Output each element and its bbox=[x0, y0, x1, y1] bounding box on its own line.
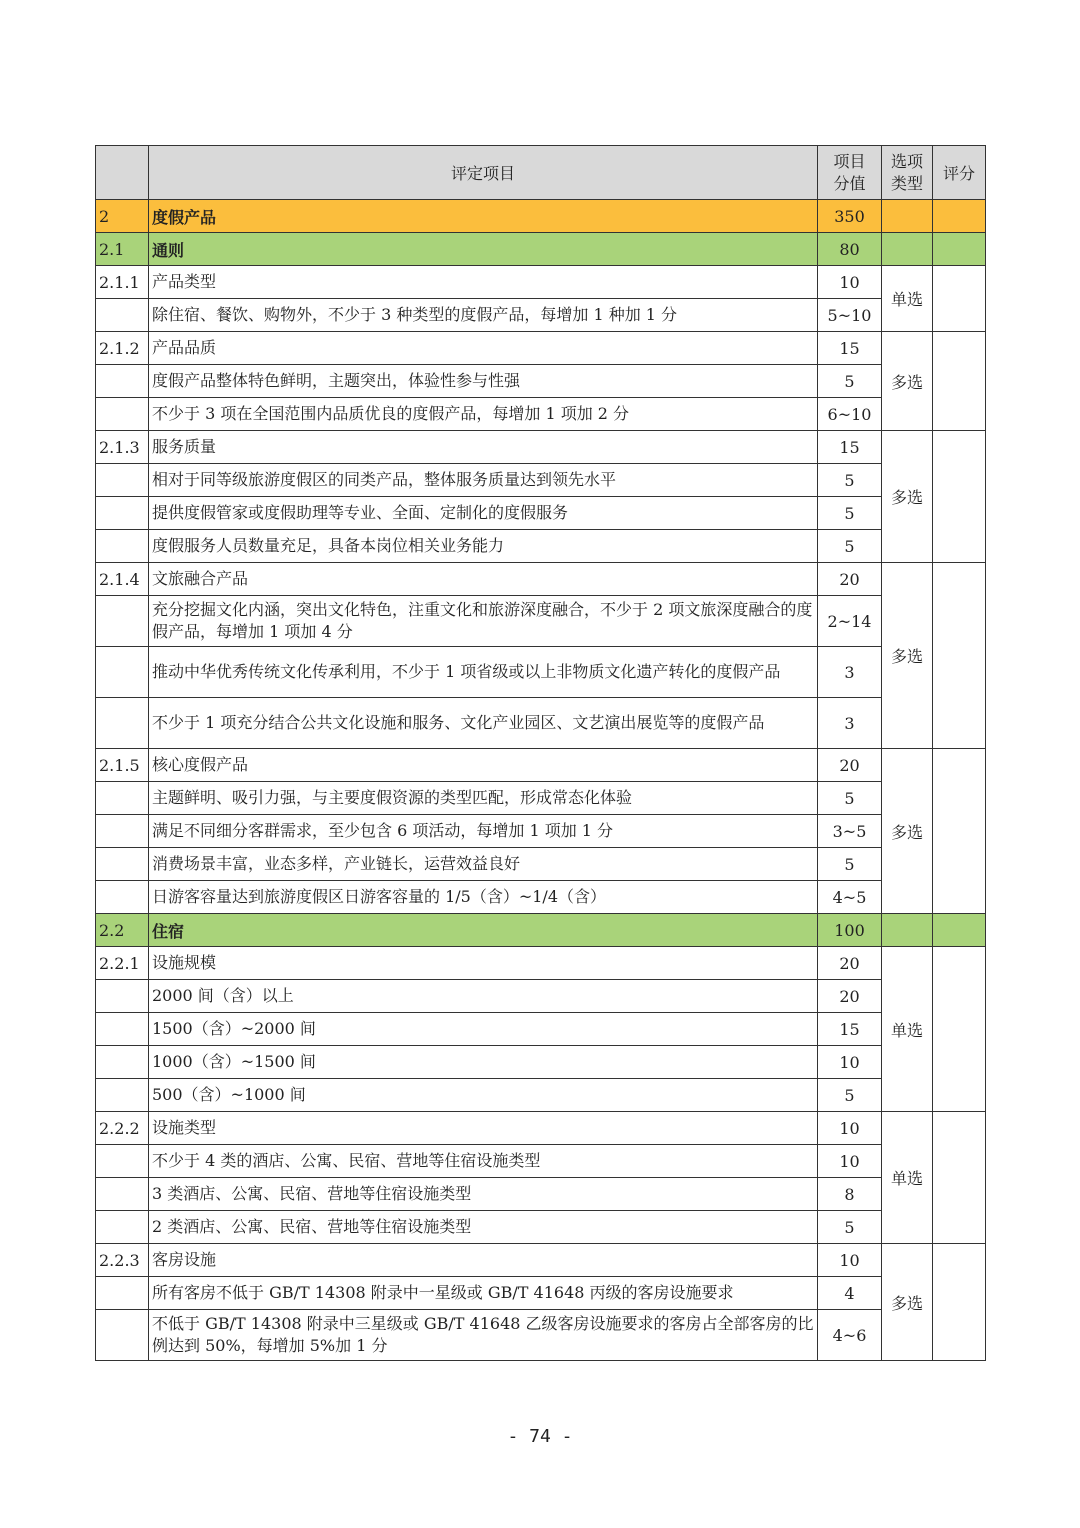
group-title: 产品品质 bbox=[149, 332, 818, 365]
group-code: 2.2.1 bbox=[96, 947, 149, 980]
item-points: 3~5 bbox=[818, 815, 882, 848]
item-text: 500（含）~1000 间 bbox=[149, 1079, 818, 1112]
item-points: 3 bbox=[818, 698, 882, 749]
section-score-cell bbox=[933, 200, 986, 233]
table-header-row bbox=[96, 146, 986, 200]
item-text: 2 类酒店、公寓、民宿、营地等住宿设施类型 bbox=[149, 1211, 818, 1244]
score-cell bbox=[933, 1112, 986, 1244]
subsection-title: 住宿 bbox=[149, 914, 818, 947]
item-points: 8 bbox=[818, 1178, 882, 1211]
subsection-code: 2.2 bbox=[96, 914, 149, 947]
subsection-type-cell bbox=[882, 233, 933, 266]
empty-code-cell bbox=[96, 299, 149, 332]
item-text: 不低于 GB/T 14308 附录中三星级或 GB/T 41648 乙级客房设施要求的客房占全部客房的比例达到 50%，每增加 5%加 1 分 bbox=[149, 1310, 818, 1361]
group-row bbox=[96, 1112, 986, 1145]
table-row bbox=[96, 881, 986, 914]
item-points: 2~14 bbox=[818, 596, 882, 647]
option-type: 多选 bbox=[882, 431, 933, 563]
score-cell bbox=[933, 332, 986, 431]
item-points: 6~10 bbox=[818, 398, 882, 431]
empty-code-cell bbox=[96, 1079, 149, 1112]
item-points: 4~6 bbox=[818, 1310, 882, 1361]
header-item: 评定项目 bbox=[149, 146, 818, 200]
item-points: 5 bbox=[818, 1079, 882, 1112]
empty-code-cell bbox=[96, 881, 149, 914]
item-text: 度假产品整体特色鲜明，主题突出，体验性参与性强 bbox=[149, 365, 818, 398]
table-row bbox=[96, 1145, 986, 1178]
group-code: 2.1.3 bbox=[96, 431, 149, 464]
group-points: 20 bbox=[818, 563, 882, 596]
table-row bbox=[96, 980, 986, 1013]
group-row bbox=[96, 749, 986, 782]
group-row bbox=[96, 947, 986, 980]
empty-code-cell bbox=[96, 815, 149, 848]
group-row bbox=[96, 332, 986, 365]
table-row bbox=[96, 1277, 986, 1310]
subsection-row bbox=[96, 914, 986, 947]
section-code: 2 bbox=[96, 200, 149, 233]
subsection-type-cell bbox=[882, 914, 933, 947]
empty-code-cell bbox=[96, 1277, 149, 1310]
table-row bbox=[96, 782, 986, 815]
table-row bbox=[96, 299, 986, 332]
subsection-score-cell bbox=[933, 914, 986, 947]
table-row bbox=[96, 596, 986, 647]
group-points: 10 bbox=[818, 266, 882, 299]
section-type-cell bbox=[882, 200, 933, 233]
item-text: 不少于 1 项充分结合公共文化设施和服务、文化产业园区、文艺演出展览等的度假产品 bbox=[149, 698, 818, 749]
item-points: 5 bbox=[818, 530, 882, 563]
item-text: 日游客容量达到旅游度假区日游客容量的 1/5（含）~1/4（含） bbox=[149, 881, 818, 914]
header-type: 选项 类型 bbox=[882, 146, 933, 200]
table-row bbox=[96, 497, 986, 530]
item-text: 除住宿、餐饮、购物外，不少于 3 种类型的度假产品，每增加 1 种加 1 分 bbox=[149, 299, 818, 332]
group-points: 20 bbox=[818, 947, 882, 980]
item-points: 5 bbox=[818, 365, 882, 398]
subsection-row bbox=[96, 233, 986, 266]
score-cell bbox=[933, 266, 986, 332]
table-row bbox=[96, 398, 986, 431]
group-code: 2.1.2 bbox=[96, 332, 149, 365]
table-row bbox=[96, 530, 986, 563]
score-cell bbox=[933, 749, 986, 914]
empty-code-cell bbox=[96, 530, 149, 563]
empty-code-cell bbox=[96, 698, 149, 749]
group-points: 10 bbox=[818, 1112, 882, 1145]
item-text: 1500（含）~2000 间 bbox=[149, 1013, 818, 1046]
item-text: 消费场景丰富，业态多样，产业链长，运营效益良好 bbox=[149, 848, 818, 881]
item-text: 不少于 4 类的酒店、公寓、民宿、营地等住宿设施类型 bbox=[149, 1145, 818, 1178]
item-text: 提供度假管家或度假助理等专业、全面、定制化的度假服务 bbox=[149, 497, 818, 530]
page-number: - 74 - bbox=[507, 1426, 573, 1447]
option-type: 单选 bbox=[882, 1112, 933, 1244]
group-row bbox=[96, 266, 986, 299]
group-points: 10 bbox=[818, 1244, 882, 1277]
table-row bbox=[96, 365, 986, 398]
option-type: 多选 bbox=[882, 1244, 933, 1361]
empty-code-cell bbox=[96, 1310, 149, 1361]
empty-code-cell bbox=[96, 596, 149, 647]
item-points: 15 bbox=[818, 1013, 882, 1046]
item-points: 5~10 bbox=[818, 299, 882, 332]
group-points: 15 bbox=[818, 431, 882, 464]
item-text: 1000（含）~1500 间 bbox=[149, 1046, 818, 1079]
evaluation-table bbox=[95, 145, 986, 1361]
group-code: 2.2.2 bbox=[96, 1112, 149, 1145]
score-cell bbox=[933, 431, 986, 563]
subsection-code: 2.1 bbox=[96, 233, 149, 266]
group-code: 2.1.4 bbox=[96, 563, 149, 596]
empty-code-cell bbox=[96, 1178, 149, 1211]
item-points: 3 bbox=[818, 647, 882, 698]
empty-code-cell bbox=[96, 1013, 149, 1046]
group-title: 产品类型 bbox=[149, 266, 818, 299]
group-points: 20 bbox=[818, 749, 882, 782]
table-row bbox=[96, 698, 986, 749]
subsection-score-cell bbox=[933, 233, 986, 266]
subsection-points: 80 bbox=[818, 233, 882, 266]
item-text: 主题鲜明、吸引力强，与主要度假资源的类型匹配，形成常态化体验 bbox=[149, 782, 818, 815]
item-text: 推动中华优秀传统文化传承利用，不少于 1 项省级或以上非物质文化遗产转化的度假产品 bbox=[149, 647, 818, 698]
item-points: 10 bbox=[818, 1046, 882, 1079]
item-text: 3 类酒店、公寓、民宿、营地等住宿设施类型 bbox=[149, 1178, 818, 1211]
score-cell bbox=[933, 1244, 986, 1361]
header-points: 项目 分值 bbox=[818, 146, 882, 200]
item-points: 20 bbox=[818, 980, 882, 1013]
group-title: 文旅融合产品 bbox=[149, 563, 818, 596]
empty-code-cell bbox=[96, 365, 149, 398]
group-points: 15 bbox=[818, 332, 882, 365]
table-row bbox=[96, 1178, 986, 1211]
item-text: 充分挖掘文化内涵，突出文化特色，注重文化和旅游深度融合，不少于 2 项文旅深度融合的度假产品，每增加 1 项加 4 分 bbox=[149, 596, 818, 647]
empty-code-cell bbox=[96, 1046, 149, 1079]
item-text: 满足不同细分客群需求，至少包含 6 项活动，每增加 1 项加 1 分 bbox=[149, 815, 818, 848]
item-points: 5 bbox=[818, 782, 882, 815]
table-row bbox=[96, 464, 986, 497]
item-points: 4~5 bbox=[818, 881, 882, 914]
option-type: 单选 bbox=[882, 947, 933, 1112]
item-text: 2000 间（含）以上 bbox=[149, 980, 818, 1013]
header-code bbox=[96, 146, 149, 200]
table-row bbox=[96, 815, 986, 848]
section-row bbox=[96, 200, 986, 233]
group-row bbox=[96, 431, 986, 464]
item-text: 不少于 3 项在全国范围内品质优良的度假产品，每增加 1 项加 2 分 bbox=[149, 398, 818, 431]
group-row bbox=[96, 1244, 986, 1277]
group-code: 2.1.5 bbox=[96, 749, 149, 782]
item-points: 10 bbox=[818, 1145, 882, 1178]
header-score: 评分 bbox=[933, 146, 986, 200]
item-points: 4 bbox=[818, 1277, 882, 1310]
table-row bbox=[96, 1310, 986, 1361]
group-title: 设施类型 bbox=[149, 1112, 818, 1145]
table-row bbox=[96, 848, 986, 881]
group-title: 客房设施 bbox=[149, 1244, 818, 1277]
item-points: 5 bbox=[818, 497, 882, 530]
empty-code-cell bbox=[96, 1211, 149, 1244]
empty-code-cell bbox=[96, 464, 149, 497]
empty-code-cell bbox=[96, 647, 149, 698]
empty-code-cell bbox=[96, 1145, 149, 1178]
empty-code-cell bbox=[96, 782, 149, 815]
score-cell bbox=[933, 947, 986, 1112]
group-row bbox=[96, 563, 986, 596]
item-points: 5 bbox=[818, 1211, 882, 1244]
item-text: 度假服务人员数量充足，具备本岗位相关业务能力 bbox=[149, 530, 818, 563]
item-text: 相对于同等级旅游度假区的同类产品，整体服务质量达到领先水平 bbox=[149, 464, 818, 497]
table-row bbox=[96, 1211, 986, 1244]
option-type: 多选 bbox=[882, 563, 933, 749]
option-type: 单选 bbox=[882, 266, 933, 332]
table-row bbox=[96, 1046, 986, 1079]
empty-code-cell bbox=[96, 848, 149, 881]
empty-code-cell bbox=[96, 980, 149, 1013]
option-type: 多选 bbox=[882, 332, 933, 431]
group-title: 设施规模 bbox=[149, 947, 818, 980]
option-type: 多选 bbox=[882, 749, 933, 914]
item-points: 5 bbox=[818, 848, 882, 881]
score-cell bbox=[933, 563, 986, 749]
empty-code-cell bbox=[96, 398, 149, 431]
section-title: 度假产品 bbox=[149, 200, 818, 233]
group-title: 服务质量 bbox=[149, 431, 818, 464]
subsection-title: 通则 bbox=[149, 233, 818, 266]
subsection-points: 100 bbox=[818, 914, 882, 947]
table-row bbox=[96, 647, 986, 698]
group-code: 2.2.3 bbox=[96, 1244, 149, 1277]
group-code: 2.1.1 bbox=[96, 266, 149, 299]
table-row bbox=[96, 1079, 986, 1112]
empty-code-cell bbox=[96, 497, 149, 530]
section-points: 350 bbox=[818, 200, 882, 233]
item-points: 5 bbox=[818, 464, 882, 497]
table-row bbox=[96, 1013, 986, 1046]
group-title: 核心度假产品 bbox=[149, 749, 818, 782]
item-text: 所有客房不低于 GB/T 14308 附录中一星级或 GB/T 41648 丙级的客房设施要求 bbox=[149, 1277, 818, 1310]
